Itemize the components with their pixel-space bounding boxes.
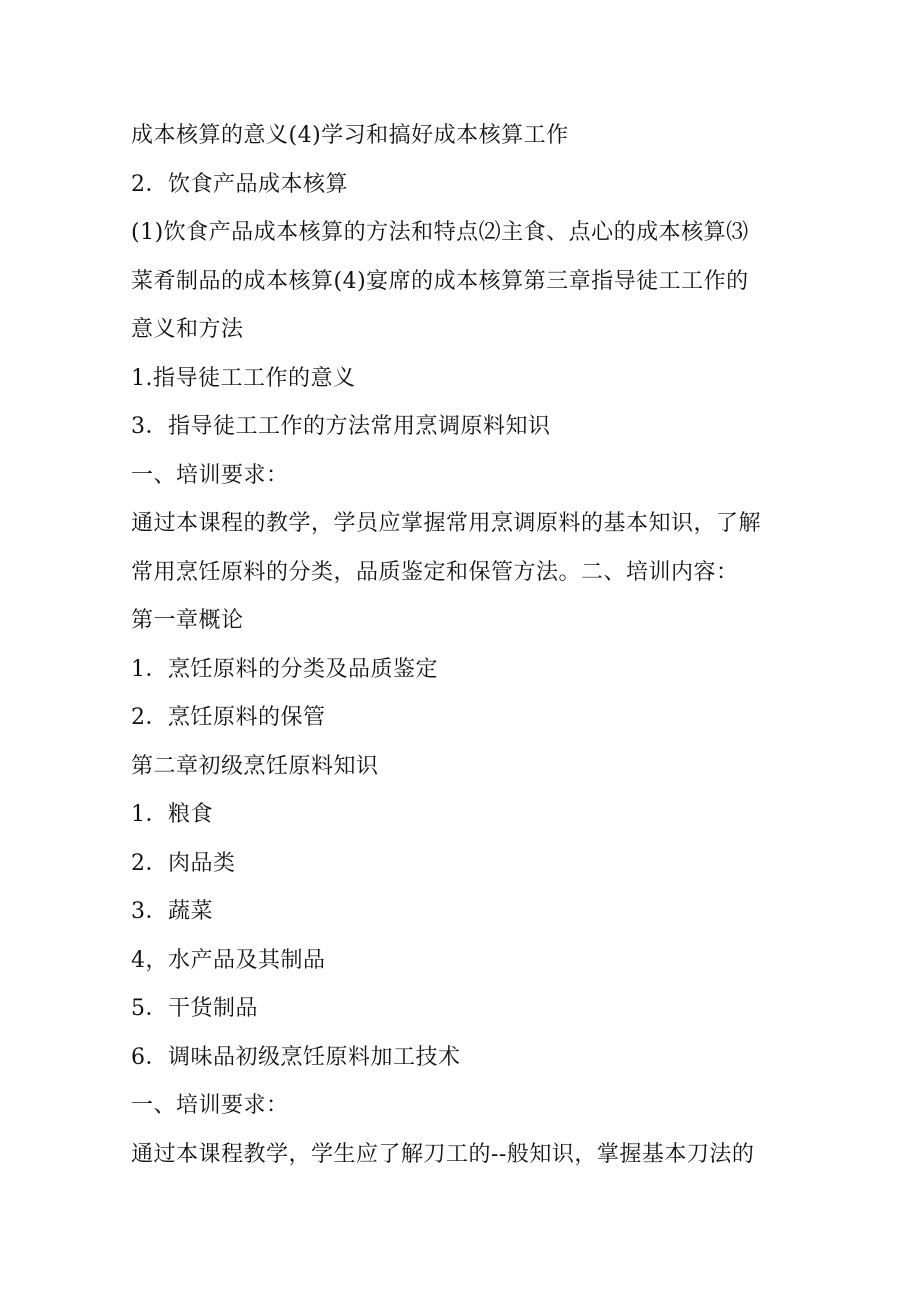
text-line: 常用烹饪原料的分类，品质鉴定和保管方法。二、培训内容： bbox=[131, 559, 739, 585]
chapter-heading: 第一章概论 bbox=[131, 608, 244, 633]
text-line: 2．饮食产品成本核算 bbox=[131, 171, 348, 197]
text-line: 成本核算的意义(4)学习和搞好成本核算工作 bbox=[131, 123, 569, 148]
list-item: 3．蔬菜 bbox=[131, 899, 213, 924]
text-line: 意义和方法 bbox=[131, 317, 244, 342]
text-line: 通过本课程教学，学生应了解刀工的--般知识，掌握基本刀法的 bbox=[131, 1141, 755, 1167]
section-heading: 一、培训要求： bbox=[131, 462, 289, 488]
section-heading: 一、培训要求： bbox=[131, 1093, 289, 1118]
text-line: 菜肴制品的成本核算(4)宴席的成本核算第三章指导徒工工作的 bbox=[131, 268, 749, 294]
text-line: 通过本课程的教学，学员应掌握常用烹调原料的基本知识，了解 bbox=[131, 511, 762, 536]
text-line: 3．指导徒工工作的方法常用烹调原料知识 bbox=[131, 414, 551, 439]
list-item: 4，水产品及其制品 bbox=[131, 947, 326, 973]
list-item: 1．烹饪原料的分类及品质鉴定 bbox=[131, 656, 438, 682]
list-item: 1．粮食 bbox=[131, 802, 213, 827]
text-line: (1)饮食产品成本核算的方法和特点⑵主食、点心的成本核算⑶ bbox=[131, 220, 749, 245]
list-item: 6．调味品初级烹饪原料加工技术 bbox=[131, 1044, 461, 1070]
list-item: 2．肉品类 bbox=[131, 850, 236, 876]
text-line: 1.指导徒工工作的意义 bbox=[131, 365, 356, 391]
list-item: 2．烹饪原料的保管 bbox=[131, 705, 326, 730]
chapter-heading: 第二章初级烹饪原料知识 bbox=[131, 753, 379, 779]
document-body bbox=[131, 112, 791, 1179]
list-item: 5．干货制品 bbox=[131, 996, 258, 1021]
